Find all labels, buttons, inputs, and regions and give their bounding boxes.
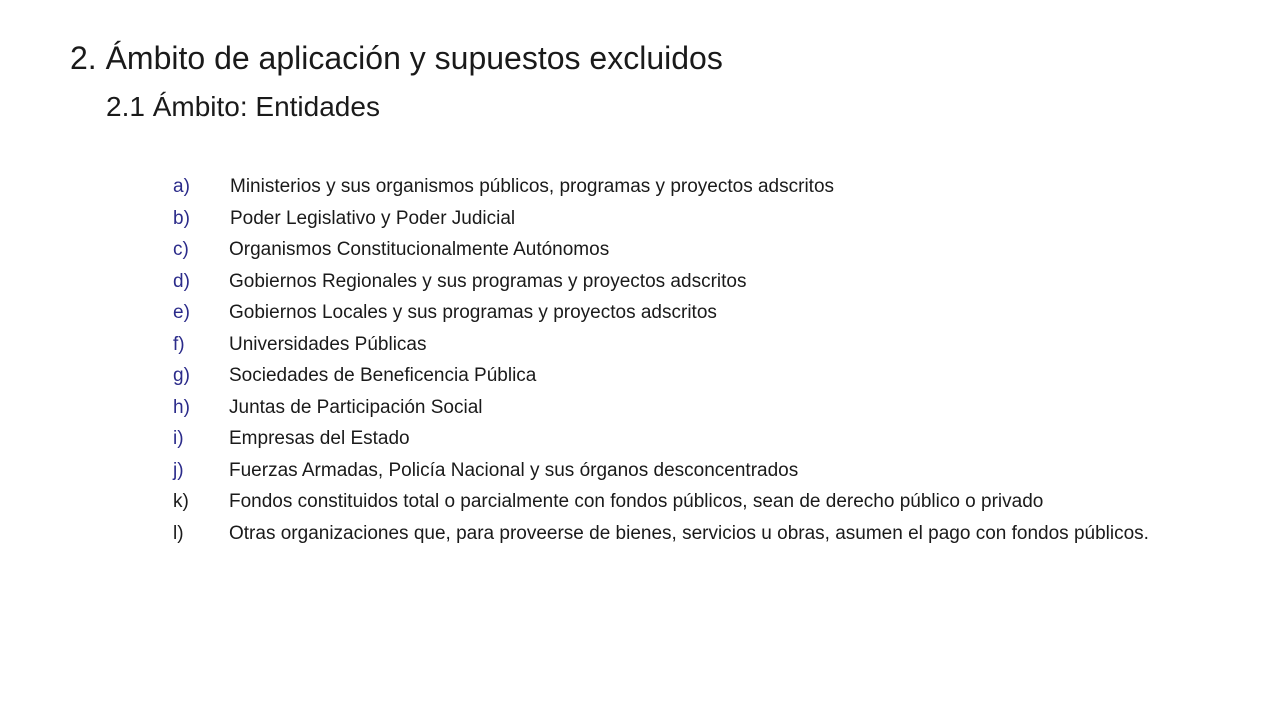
slide-title: 2. Ámbito de aplicación y supuestos excluidos (70, 40, 723, 76)
list-item-text: Organismos Constitucionalmente Autónomos (229, 239, 610, 260)
list-item-marker: c) (173, 239, 189, 260)
list-item-text: Sociedades de Beneficencia Pública (229, 365, 537, 386)
list-item-text: Universidades Públicas (229, 333, 427, 355)
list-item (173, 329, 1217, 361)
list-item-marker: d) (173, 270, 190, 292)
list-item-marker: e) (173, 302, 190, 323)
list-item (173, 392, 1217, 424)
list-item (173, 486, 1217, 518)
list-item (173, 297, 1217, 329)
list-item-text: Gobiernos Regionales y sus programas y proyectos adscritos (229, 270, 747, 292)
list-item (173, 518, 1217, 550)
list-item (173, 423, 1217, 455)
slide-subtitle: 2.1 Ámbito: Entidades (106, 91, 380, 122)
list-item-marker: k) (173, 491, 189, 512)
list-item-marker: a) (173, 176, 190, 197)
list-item-marker: f) (173, 333, 185, 355)
list-item-marker: i) (173, 428, 184, 449)
list-item-text: Poder Legislativo y Poder Judicial (230, 207, 516, 229)
list-item (173, 266, 1217, 298)
list-item (173, 203, 1217, 235)
list-item-text: Fondos constituidos total o parcialmente con fondos públicos, sean de derecho público o privado (229, 491, 1044, 512)
list-item (173, 171, 1217, 203)
list-item-marker: g) (173, 365, 190, 386)
list-item-marker: b) (173, 207, 190, 229)
list-item (173, 234, 1217, 266)
list-item-text: Juntas de Participación Social (229, 396, 483, 418)
list-item-text: Gobiernos Locales y sus programas y proyectos adscritos (229, 302, 717, 323)
list-item-marker: j) (173, 459, 184, 481)
list-item-marker: l) (173, 522, 184, 544)
list-item-text: Ministerios y sus organismos públicos, programas y proyectos adscritos (230, 176, 835, 197)
entities-list (173, 171, 1217, 549)
list-item-text: Otras organizaciones que, para proveerse de bienes, servicios u obras, asumen el pago con fondos públicos. (229, 522, 1149, 544)
list-item (173, 360, 1217, 392)
list-item (173, 455, 1217, 487)
list-item-text: Fuerzas Armadas, Policía Nacional y sus órganos desconcentrados (229, 459, 799, 481)
list-item-text: Empresas del Estado (229, 428, 410, 449)
list-item-marker: h) (173, 396, 190, 418)
